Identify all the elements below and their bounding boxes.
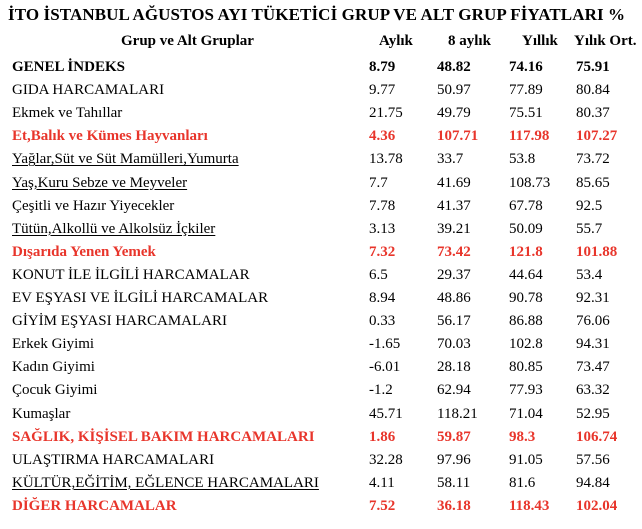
- cell-yearly: 44.64: [509, 266, 543, 283]
- cell-yearly: 98.3: [509, 428, 536, 445]
- cell-yearly-avg: 92.5: [576, 197, 603, 214]
- cell-yearly-avg: 106.74: [576, 428, 618, 445]
- table-row: [0, 475, 642, 498]
- cell-yearly-avg: 63.32: [576, 382, 610, 399]
- cell-yearly-avg: 53.4: [576, 266, 603, 283]
- cell-monthly: 7.32: [369, 243, 396, 260]
- table-row: [0, 151, 642, 174]
- cell-eight-month: 62.94: [437, 382, 471, 399]
- cell-eight-month: 36.18: [437, 497, 471, 514]
- cell-monthly: 7.78: [369, 197, 396, 214]
- cell-monthly: 13.78: [369, 151, 403, 168]
- table-row: [0, 429, 642, 452]
- cell-yearly: 80.85: [509, 359, 543, 376]
- cell-eight-month: 50.97: [437, 82, 471, 99]
- cell-eight-month: 107.71: [437, 128, 479, 145]
- cell-yearly: 81.6: [509, 474, 536, 491]
- cell-yearly-avg: 55.7: [576, 220, 603, 237]
- row-label: Tütün,Alkollü ve Alkolsüz İçkiler: [12, 220, 216, 237]
- page-title: İTO İSTANBUL AĞUSTOS AYI TÜKETİCİ GRUP VE ALT GRUP FİYATLARI %: [8, 5, 626, 24]
- cell-monthly: -1.2: [369, 382, 393, 399]
- row-label: Kumaşlar: [12, 405, 71, 422]
- cell-eight-month: 118.21: [437, 405, 478, 422]
- cell-monthly: -6.01: [369, 359, 401, 376]
- cell-eight-month: 29.37: [437, 266, 471, 283]
- row-label: Çeşitli ve Hazır Yiyecekler: [12, 197, 175, 214]
- row-label: GENEL İNDEKS: [12, 59, 125, 75]
- table-row: [0, 175, 642, 198]
- header-eight-month: 8 aylık: [448, 33, 491, 49]
- cell-monthly: 45.71: [369, 405, 403, 422]
- cell-yearly-avg: 75.91: [576, 59, 610, 75]
- row-label: EV EŞYASI VE İLGİLİ HARCAMALAR: [12, 290, 269, 306]
- cell-yearly: 67.78: [509, 197, 543, 214]
- cell-yearly: 75.51: [509, 105, 543, 122]
- cell-yearly-avg: 73.72: [576, 151, 610, 168]
- cell-yearly: 117.98: [509, 128, 550, 145]
- table-row: [0, 82, 642, 105]
- cell-eight-month: 49.79: [437, 105, 471, 122]
- header-group: Grup ve Alt Gruplar: [121, 33, 254, 49]
- cell-monthly: 9.77: [369, 82, 396, 99]
- cell-monthly: 7.7: [369, 174, 388, 191]
- cell-monthly: 4.11: [369, 474, 395, 491]
- cell-eight-month: 59.87: [437, 428, 471, 445]
- cell-eight-month: 70.03: [437, 336, 471, 353]
- cell-eight-month: 41.69: [437, 174, 471, 191]
- cell-yearly-avg: 80.37: [576, 105, 610, 122]
- table-row: [0, 198, 642, 221]
- row-label: Erkek Giyimi: [12, 336, 95, 353]
- cell-yearly-avg: 94.31: [576, 336, 610, 353]
- table-row: [0, 128, 642, 151]
- cell-yearly-avg: 52.95: [576, 405, 610, 422]
- header-monthly: Aylık: [379, 33, 413, 49]
- cell-yearly-avg: 102.04: [576, 497, 618, 514]
- row-label: KONUT İLE İLGİLİ HARCAMALAR: [12, 266, 250, 283]
- cell-yearly: 108.73: [509, 174, 551, 191]
- cell-yearly: 102.8: [509, 336, 543, 353]
- cell-yearly: 90.78: [509, 290, 543, 306]
- row-label: Yaş,Kuru Sebze ve Meyveler: [12, 174, 188, 191]
- cell-yearly-avg: 94.84: [576, 474, 610, 491]
- cell-eight-month: 97.96: [437, 451, 471, 468]
- row-label: DİĞER HARCAMALAR: [12, 497, 177, 514]
- table-row: [0, 105, 642, 128]
- row-label: Dışarıda Yenen Yemek: [12, 243, 156, 260]
- cell-eight-month: 58.11: [437, 474, 471, 491]
- cell-eight-month: 56.17: [437, 313, 471, 330]
- table-row: [0, 313, 642, 336]
- cell-yearly: 121.8: [509, 243, 543, 260]
- cell-eight-month: 41.37: [437, 197, 471, 214]
- row-label: SAĞLIK, KİŞİSEL BAKIM HARCAMALARI: [12, 428, 315, 445]
- row-label: Çocuk Giyimi: [12, 382, 98, 399]
- table-row: [0, 406, 642, 429]
- cell-monthly: 6.5: [369, 266, 388, 283]
- row-label: GIDA HARCAMALARI: [12, 82, 165, 99]
- row-label: Kadın Giyimi: [12, 359, 95, 376]
- table-row: [0, 244, 642, 267]
- cell-eight-month: 48.86: [437, 290, 471, 306]
- table-row: [0, 267, 642, 290]
- cell-yearly: 118.43: [509, 497, 550, 514]
- cell-yearly-avg: 73.47: [576, 359, 610, 376]
- cell-yearly-avg: 101.88: [576, 243, 618, 260]
- cell-yearly: 77.93: [509, 382, 543, 399]
- table-row: [0, 290, 642, 313]
- cell-monthly: 3.13: [369, 220, 396, 237]
- cell-eight-month: 73.42: [437, 243, 471, 260]
- cell-monthly: 0.33: [369, 313, 396, 330]
- row-label: Ekmek ve Tahıllar: [12, 105, 123, 122]
- cell-yearly: 71.04: [509, 405, 543, 422]
- cell-yearly: 91.05: [509, 451, 543, 468]
- row-label: GİYİM EŞYASI HARCAMALARI: [12, 313, 228, 330]
- cell-monthly: -1.65: [369, 336, 401, 353]
- cell-yearly-avg: 85.65: [576, 174, 610, 191]
- cell-yearly-avg: 80.84: [576, 82, 610, 99]
- cell-monthly: 32.28: [369, 451, 403, 468]
- cell-yearly-avg: 107.27: [576, 128, 618, 145]
- table-row: [0, 382, 642, 405]
- row-label: ULAŞTIRMA HARCAMALARI: [12, 451, 215, 468]
- cell-yearly: 86.88: [509, 313, 543, 330]
- cell-monthly: 4.36: [369, 128, 396, 145]
- header-yearly-avg: Yılık Ort.: [574, 33, 637, 49]
- cell-monthly: 8.94: [369, 290, 396, 306]
- cell-monthly: 7.52: [369, 497, 396, 514]
- cell-eight-month: 28.18: [437, 359, 471, 376]
- cell-eight-month: 33.7: [437, 151, 464, 168]
- cell-yearly-avg: 92.31: [576, 290, 610, 306]
- cell-yearly-avg: 76.06: [576, 313, 610, 330]
- cell-monthly: 1.86: [369, 428, 396, 445]
- table-row: [0, 336, 642, 359]
- header-yearly: Yıllık: [522, 33, 558, 49]
- table-row: [0, 221, 642, 244]
- table-row: [0, 452, 642, 475]
- cell-yearly: 77.89: [509, 82, 543, 99]
- cell-monthly: 8.79: [369, 59, 396, 75]
- cell-yearly: 53.8: [509, 151, 536, 168]
- cell-yearly-avg: 57.56: [576, 451, 610, 468]
- cell-yearly: 74.16: [509, 59, 543, 75]
- cell-eight-month: 48.82: [437, 59, 471, 75]
- row-label: Yağlar,Süt ve Süt Mamülleri,Yumurta: [12, 151, 239, 168]
- row-label: Et,Balık ve Kümes Hayvanları: [12, 128, 208, 145]
- row-label: KÜLTÜR,EĞİTİM, EĞLENCE HARCAMALARI: [12, 474, 319, 491]
- cell-yearly: 50.09: [509, 220, 543, 237]
- cell-eight-month: 39.21: [437, 220, 471, 237]
- cell-monthly: 21.75: [369, 105, 403, 122]
- table-row: [0, 359, 642, 382]
- table-row: [0, 59, 642, 82]
- table-row: [0, 498, 642, 521]
